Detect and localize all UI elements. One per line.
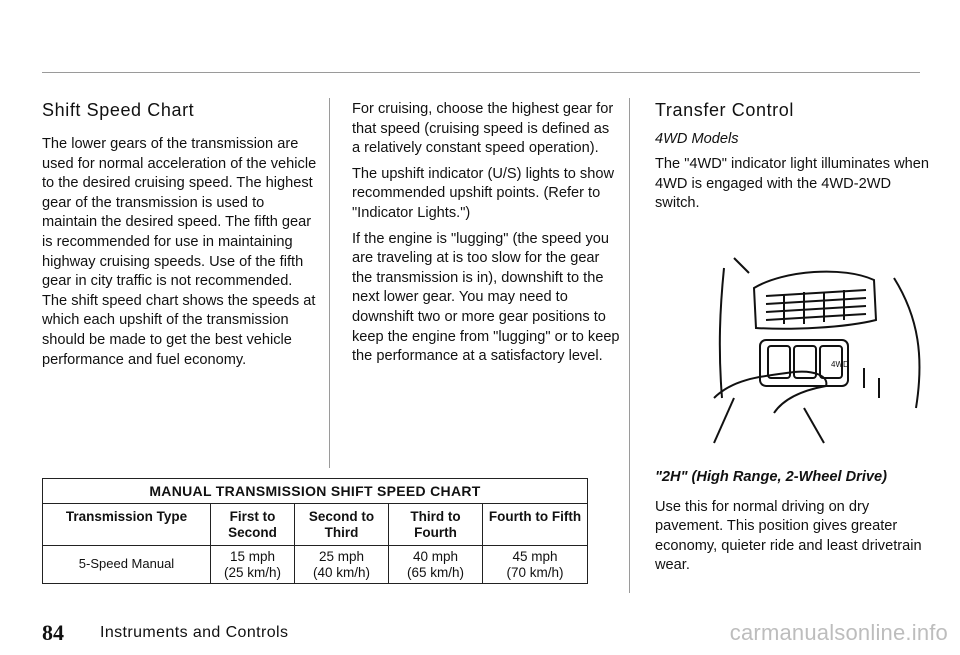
4wd-switch-illustration-icon [694,248,930,446]
2h-paragraph: Use this for normal driving on dry pavement. This position gives greater economy, quieter ride and least drivetrain wear. [655,498,922,574]
watermark: carmanualsonline.info [729,620,948,645]
shift-speed-table [42,478,588,584]
header-transmission-type: Transmission Type [43,504,211,546]
speed-kmh: (65 km/h) [406,565,464,580]
table-row [43,546,587,584]
column-divider-2 [629,98,630,593]
4wd-models-subheading: 4WD Models [655,131,739,147]
speed-cell-2 [295,546,389,584]
speed-mph: 45 mph [512,549,558,564]
speed-cell-4 [483,546,587,584]
speed-kmh: (40 km/h) [312,565,370,580]
2h-caption: "2H" (High Range, 2-Wheel Drive) [655,469,887,485]
cruising-paragraph: For cruising, choose the highest gear for that speed (cruising speed is defined as a relatively constant speed operation). [352,101,614,157]
lugging-paragraph: If the engine is "lugging" (the speed you are traveling at is too slow for the gear the transmission is in), downshift to the next lower gear. You may need to downshift two or more gear positions to keep the engine from "lugging" or to keep the performance at a satisfactory level. [352,230,620,365]
speed-mph: 40 mph [412,549,459,564]
4wd-indicator-paragraph: The "4WD" indicator light illuminates when 4WD is engaged with the 4WD-2WD switch. [655,156,929,212]
transmission-type-cell: 5-Speed Manual [43,546,211,584]
header-second-to-third: Second to Third [295,504,389,546]
section-title: Instruments and Controls [100,624,289,641]
speed-kmh: (70 km/h) [506,565,564,580]
transfer-control-heading: Transfer Control [655,100,794,120]
speed-mph: 15 mph [229,549,276,564]
speed-mph: 25 mph [318,549,365,564]
middle-column [352,100,620,367]
speed-cell-1 [211,546,295,584]
shift-speed-chart-heading: Shift Speed Chart [42,100,195,120]
column-divider-1 [329,98,330,468]
speed-cell-3 [389,546,483,584]
right-column-bottom [655,468,930,576]
header-third-to-fourth: Third to Fourth [389,504,483,546]
left-column [42,100,317,370]
page-number: 84 [42,620,64,645]
header-first-to-second: First to Second [211,504,295,546]
upshift-indicator-paragraph: The upshift indicator (U/S) lights to show recommended upshift points. (Refer to "Indicator Lights.") [352,165,614,221]
shift-speed-chart-body: The lower gears of the transmission are used for normal acceleration of the vehicle to the desired cruising speed. The highest gear of the transmission is used to maintain the desired speed. The fifth gear is recommended for use in maintaining highway cruising speeds. Use of the fifth gear in city traffic is not recommended. The shift speed chart shows the speeds at which each upshift of the transmission should be made to get the best vehicle performance and fuel economy. [42,136,317,368]
header-fourth-to-fifth: Fourth to Fifth [483,504,587,546]
shift-speed-table-header [43,504,587,546]
shift-speed-table-title: MANUAL TRANSMISSION SHIFT SPEED CHART [43,479,587,504]
right-column-top [655,100,930,214]
top-rule [42,72,920,73]
speed-kmh: (25 km/h) [223,565,281,580]
4wd-switch-label: 4WD [831,360,849,369]
